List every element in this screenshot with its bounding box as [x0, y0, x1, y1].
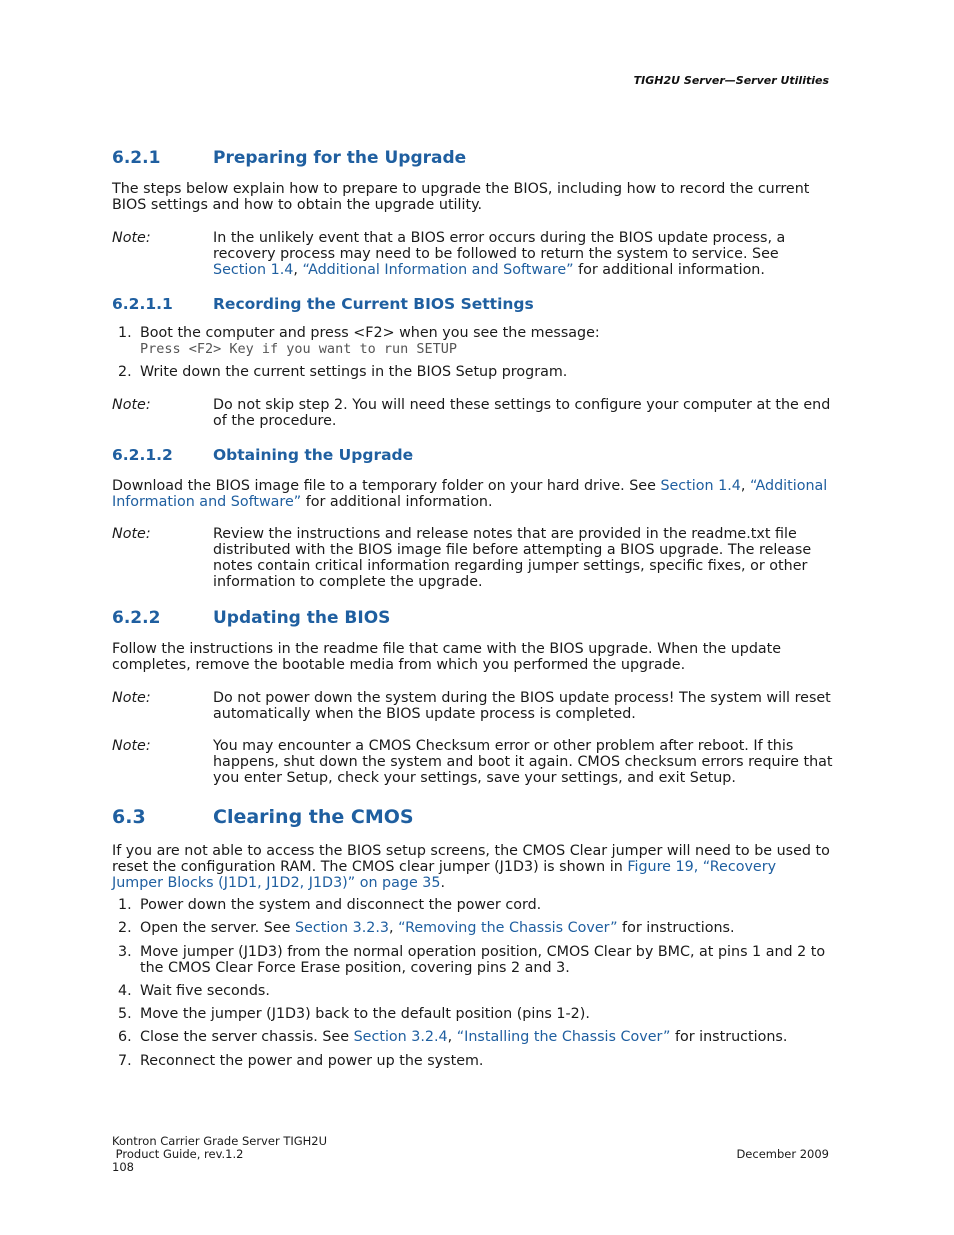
footer-guide: Product Guide, rev.1.2 — [112, 1147, 244, 1161]
section-heading-6-2-1-1 — [112, 295, 534, 313]
note-label: Note: — [112, 738, 151, 754]
list-text: Power down the system and disconnect the power cord. — [140, 897, 542, 913]
list-text — [140, 1029, 830, 1045]
section-number: 6.2.2 — [112, 608, 161, 628]
note-label: Note: — [112, 230, 151, 246]
section-title-link[interactable]: “Installing the Chassis Cover” — [456, 1029, 671, 1045]
section-number: 6.2.1.1 — [112, 295, 173, 313]
separator: , — [447, 1029, 457, 1045]
list-text-part: Close the server chassis. See — [140, 1029, 354, 1045]
paragraph — [112, 843, 830, 891]
list-text: Reconnect the power and power up the system. — [140, 1053, 484, 1069]
section-link[interactable]: Section 3.2.4 — [353, 1029, 448, 1045]
list-number: 5. — [118, 1006, 132, 1022]
section-title: Recording the Current BIOS Settings — [213, 295, 534, 313]
list-number: 3. — [118, 944, 132, 960]
footer-product: Kontron Carrier Grade Server TIGH2U — [112, 1134, 328, 1148]
list-item — [118, 944, 830, 976]
section-title: Clearing the CMOS — [213, 806, 414, 828]
note-text: You may encounter a CMOS Checksum error or other problem after reboot. If this happens, shut down the system and boot it again. CMOS checksum errors require that you enter Setup, check your settings, save your settings, and exit Setup. — [213, 738, 833, 786]
list-number: 1. — [118, 897, 132, 913]
section-title-link[interactable]: “Additional Information and Software” — [302, 262, 574, 278]
list-text-part: for instructions. — [670, 1029, 788, 1045]
list-text-part: Open the server. See — [140, 920, 295, 936]
section-number: 6.3 — [112, 806, 146, 828]
code-snippet: Press <F2> Key if you want to run SETUP — [140, 341, 457, 357]
page-number: 108 — [112, 1160, 134, 1174]
section-heading-6-3 — [112, 806, 414, 828]
list-text: Write down the current settings in the BIOS Setup program. — [140, 364, 568, 380]
list-number: 2. — [118, 920, 132, 936]
section-number: 6.2.1 — [112, 148, 161, 168]
list-number: 6. — [118, 1029, 132, 1045]
list-item — [118, 364, 830, 380]
note-text-part: In the unlikely event that a BIOS error occurs during the BIOS update process, a recovery process may need to be followed to return the system to service. See — [213, 230, 786, 262]
list-item — [118, 897, 830, 913]
list-item — [118, 920, 830, 936]
list-text-part: for instructions. — [617, 920, 735, 936]
section-title-link[interactable]: “Additional Information and Software” — [112, 478, 828, 510]
paragraph — [112, 478, 830, 510]
paragraph-part: . — [440, 875, 446, 891]
note-text — [213, 230, 833, 278]
note-label: Note: — [112, 526, 151, 542]
paragraph-part: for additional information. — [301, 494, 493, 510]
list-number: 4. — [118, 983, 132, 999]
section-heading-6-2-1 — [112, 148, 466, 168]
list-text: Wait five seconds. — [140, 983, 270, 999]
separator: , — [293, 262, 303, 278]
separator: , — [389, 920, 399, 936]
separator: , — [740, 478, 750, 494]
figure-link[interactable]: Figure 19, “Recovery Jumper Blocks (J1D1, J1D2, J1D3)” on page 35 — [112, 859, 777, 891]
section-heading-6-2-1-2 — [112, 446, 413, 464]
list-item — [118, 1029, 830, 1045]
section-title-link[interactable]: “Removing the Chassis Cover” — [398, 920, 618, 936]
list-text: Move jumper (J1D3) from the normal operation position, CMOS Clear by BMC, at pins 1 and 2 to the CMOS Clear Force Erase position, covering pins 2 and 3. — [140, 944, 826, 976]
list-number: 1. — [118, 325, 132, 341]
paragraph-part: If you are not able to access the BIOS setup screens, the CMOS Clear jumper will need to be used to reset the configuration RAM. The CMOS clear jumper (J1D3) is shown in — [112, 843, 830, 875]
section-link[interactable]: Section 1.4 — [660, 478, 741, 494]
list-number: 2. — [118, 364, 132, 380]
section-heading-6-2-2 — [112, 608, 390, 628]
list-text: Move the jumper (J1D3) back to the default position (pins 1-2). — [140, 1006, 590, 1022]
section-number: 6.2.1.2 — [112, 446, 173, 464]
section-link[interactable]: Section 1.4 — [213, 262, 294, 278]
list-number: 7. — [118, 1053, 132, 1069]
paragraph: The steps below explain how to prepare to upgrade the BIOS, including how to record the current BIOS settings and how to obtain the upgrade utility. — [112, 181, 810, 213]
note-label: Note: — [112, 690, 151, 706]
section-title: Updating the BIOS — [213, 608, 391, 628]
note-text: Do not power down the system during the BIOS update process! The system will reset automatically when the BIOS update process is completed. — [213, 690, 831, 722]
list-text — [140, 920, 830, 936]
footer-left — [112, 1135, 327, 1174]
list-text: Boot the computer and press <F2> when you see the message: — [140, 325, 600, 341]
running-header: TIGH2U Server—Server Utilities — [633, 74, 829, 87]
list-item — [118, 983, 830, 999]
footer-date: December 2009 — [736, 1147, 829, 1161]
section-title: Preparing for the Upgrade — [213, 148, 467, 168]
paragraph-part: Download the BIOS image file to a temporary folder on your hard drive. See — [112, 478, 661, 494]
list-item — [118, 1006, 830, 1022]
note-text: Do not skip step 2. You will need these settings to configure your computer at the end of the procedure. — [213, 397, 831, 429]
note-text-part: for additional information. — [573, 262, 765, 278]
section-link[interactable]: Section 3.2.3 — [294, 920, 390, 936]
paragraph: Follow the instructions in the readme file that came with the BIOS upgrade. When the update completes, remove the bootable media from which you performed the upgrade. — [112, 641, 782, 673]
note-label: Note: — [112, 397, 151, 413]
list-item — [118, 325, 830, 357]
list-item — [118, 1053, 830, 1069]
note-text: Review the instructions and release notes that are provided in the readme.txt file distributed with the BIOS image file before attempting a BIOS upgrade. The release notes contain critical information regarding jumper settings, specific fixes, or other information to complete the upgrade. — [213, 526, 812, 590]
section-title: Obtaining the Upgrade — [213, 446, 414, 464]
